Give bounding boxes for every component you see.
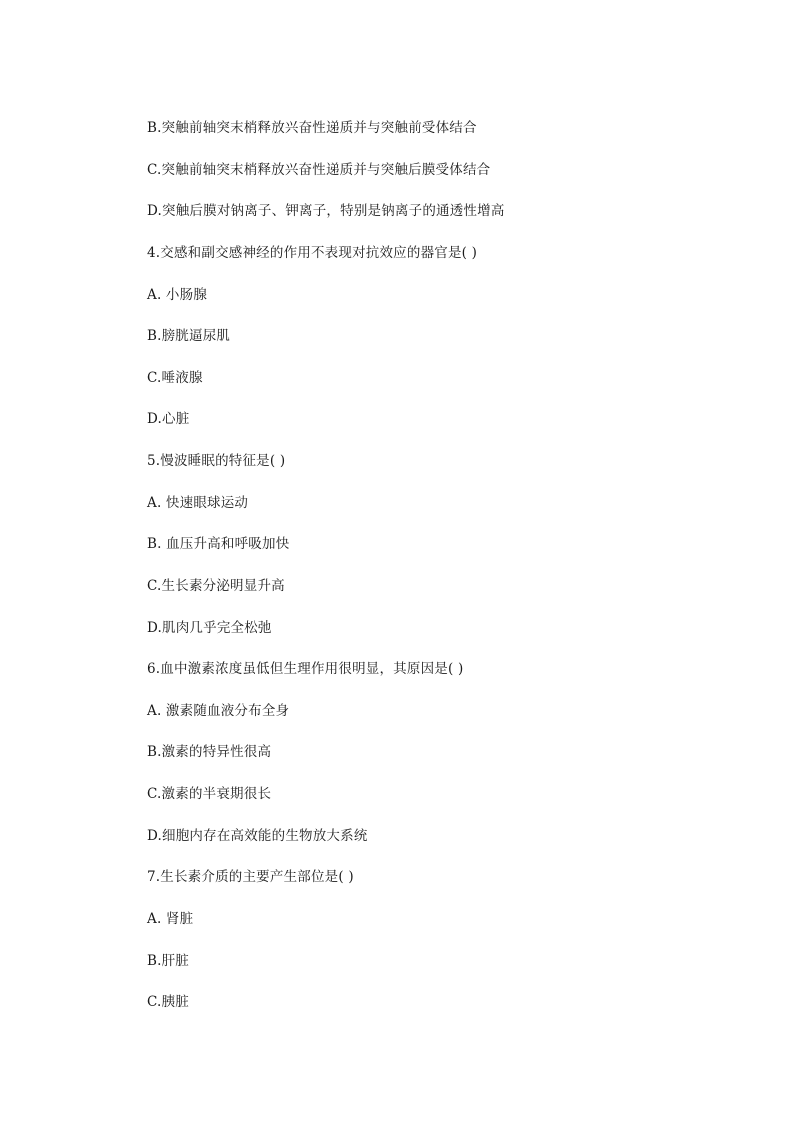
option-3d: D.突触后膜对钠离子、钾离子，特别是钠离子的通透性增高 [147,203,505,219]
option-7a: A. 肾脏 [147,911,194,927]
option-4c: C.唾液腺 [147,370,203,386]
question-5: 5.慢波睡眠的特征是( ) [147,453,286,469]
question-6: 6.血中激素浓度虽低但生理作用很明显，其原因是( ) [147,661,464,677]
option-3b: B.突触前轴突末梢释放兴奋性递质并与突触前受体结合 [147,120,477,136]
option-6b: B.激素的特异性很高 [147,744,272,760]
option-4d: D.心脏 [147,411,190,427]
option-7c: C.胰脏 [147,994,189,1010]
option-6d: D.细胞内存在高效能的生物放大系统 [147,828,368,844]
option-3c: C.突触前轴突末梢释放兴奋性递质并与突触后膜受体结合 [147,162,491,178]
option-4b: B.膀胱逼尿肌 [147,328,231,344]
option-6a: A. 激素随血液分布全身 [147,703,290,719]
option-7b: B.肝脏 [147,953,190,969]
option-5c: C.生长素分泌明显升高 [147,578,285,594]
option-4a: A. 小肠腺 [147,287,208,303]
option-5a: A. 快速眼球运动 [147,495,249,511]
question-7: 7.生长素介质的主要产生部位是( ) [147,869,354,885]
option-6c: C.激素的半衰期很长 [147,786,272,802]
option-5d: D.肌肉几乎完全松弛 [147,620,272,636]
question-4: 4.交感和副交感神经的作用不表现对抗效应的器官是( ) [147,245,478,261]
option-5b: B. 血压升高和呼吸加快 [147,536,290,552]
